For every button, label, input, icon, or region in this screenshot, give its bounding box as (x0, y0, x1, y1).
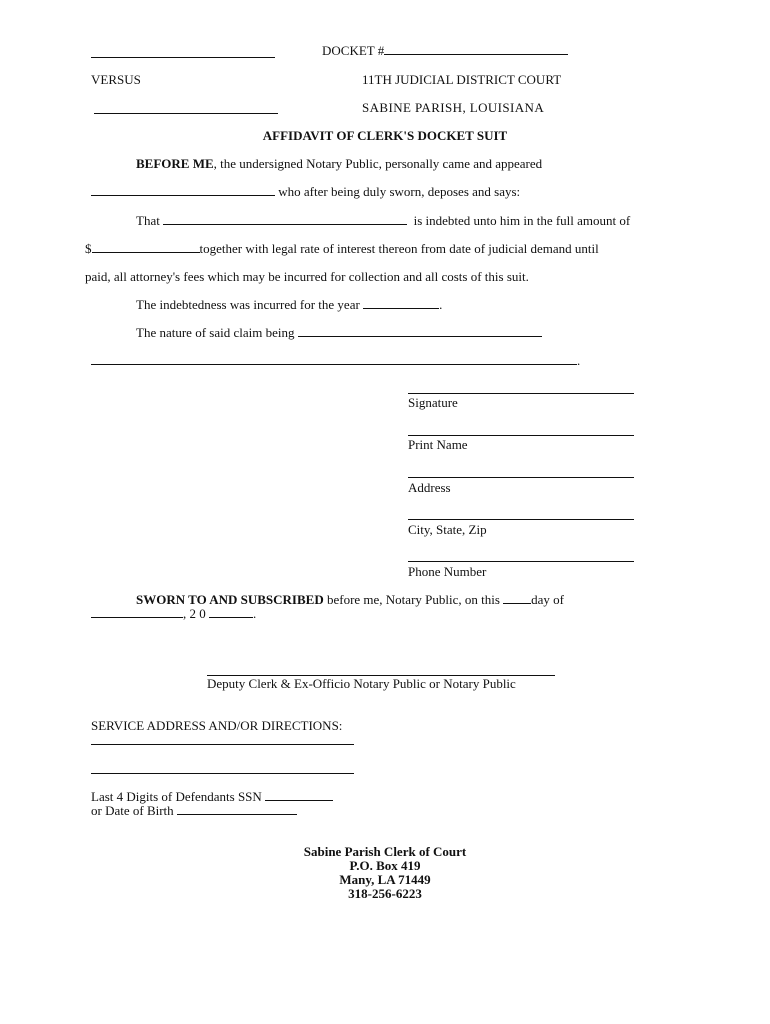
sworn-date-line: , 2 0 . (91, 606, 256, 621)
indebtedness-line: The indebtedness was incurred for the year . (136, 297, 443, 312)
dollar-sign: $ (85, 241, 92, 256)
sworn-text: who after being duly sworn, deposes and says: (278, 184, 521, 199)
parish-label: SABINE PARISH, LOUISIANA (362, 100, 545, 115)
that-label: That (136, 213, 160, 228)
amount-blank[interactable] (92, 241, 200, 253)
year-blank[interactable] (363, 297, 439, 309)
before-me-line (136, 156, 542, 171)
docket-label: DOCKET # (322, 43, 568, 58)
dob-line (91, 803, 297, 818)
ssn-label: Last 4 Digits of Defendants SSN (91, 789, 262, 804)
sworn-bold: SWORN TO AND SUBSCRIBED (136, 592, 324, 607)
phone-number-label: Phone Number (408, 564, 487, 579)
ssn-blank[interactable] (265, 789, 333, 801)
print-name-label: Print Name (408, 437, 468, 452)
plaintiff-blank[interactable] (91, 57, 275, 58)
court-label: 11TH JUDICIAL DISTRICT COURT (362, 72, 562, 87)
footer-po-box: P.O. Box 419 (349, 858, 421, 873)
year-prefix: , 2 0 (183, 606, 206, 621)
deputy-clerk-label: Deputy Clerk & Ex-Officio Notary Public or Notary Public (207, 676, 516, 691)
signature-label: Signature (408, 395, 458, 410)
phone-number-blank[interactable] (408, 561, 634, 562)
nature-blank[interactable] (298, 325, 542, 337)
before-me-bold: BEFORE ME (136, 156, 214, 171)
nature-continuation-line: . (91, 353, 580, 368)
paid-line: paid, all attorney's fees which may be incurred for collection and all costs of this suit. (85, 269, 529, 284)
footer-office: Sabine Parish Clerk of Court (303, 844, 467, 859)
sworn-year-blank[interactable] (209, 606, 253, 618)
print-name-blank[interactable] (408, 435, 634, 436)
dob-label: or Date of Birth (91, 803, 174, 818)
versus-label: VERSUS (91, 72, 141, 87)
before-me-rest: , the undersigned Notary Public, personally came and appeared (213, 156, 543, 171)
city-state-zip-blank[interactable] (408, 519, 634, 520)
service-address-blank-2[interactable] (91, 773, 354, 774)
address-blank[interactable] (408, 477, 634, 478)
dob-blank[interactable] (177, 803, 297, 815)
month-blank[interactable] (91, 606, 183, 618)
signature-blank[interactable] (408, 393, 634, 394)
ssn-line (91, 789, 333, 804)
indebtedness-text: The indebtedness was incurred for the year (136, 297, 360, 312)
service-address-label: SERVICE ADDRESS AND/OR DIRECTIONS: (91, 718, 343, 733)
footer-city: Many, LA 71449 (339, 872, 431, 887)
city-state-zip-label: City, State, Zip (408, 522, 487, 537)
defendant-blank[interactable] (94, 113, 278, 114)
debtor-name-blank[interactable] (163, 213, 407, 225)
footer-phone: 318-256-6223 (348, 886, 422, 901)
that-line (136, 213, 630, 228)
indebted-text: is indebted unto him in the full amount of (413, 213, 631, 228)
nature-continuation-blank[interactable] (91, 353, 577, 365)
amount-line (85, 241, 599, 256)
sworn-line (136, 592, 564, 607)
affiant-name-blank[interactable] (91, 184, 275, 196)
address-label: Address (408, 480, 451, 495)
docket-number-blank[interactable] (384, 43, 568, 55)
day-blank[interactable] (503, 592, 531, 604)
nature-text: The nature of said claim being (136, 325, 295, 340)
day-of-text: day of (531, 592, 565, 607)
nature-line (136, 325, 542, 340)
sworn-rest: before me, Notary Public, on this (326, 592, 500, 607)
document-title: AFFIDAVIT OF CLERK'S DOCKET SUIT (262, 128, 508, 143)
service-address-blank-1[interactable] (91, 744, 354, 745)
affiant-line (91, 184, 520, 199)
together-text: together with legal rate of interest thereon from date of judicial demand until (199, 241, 599, 256)
